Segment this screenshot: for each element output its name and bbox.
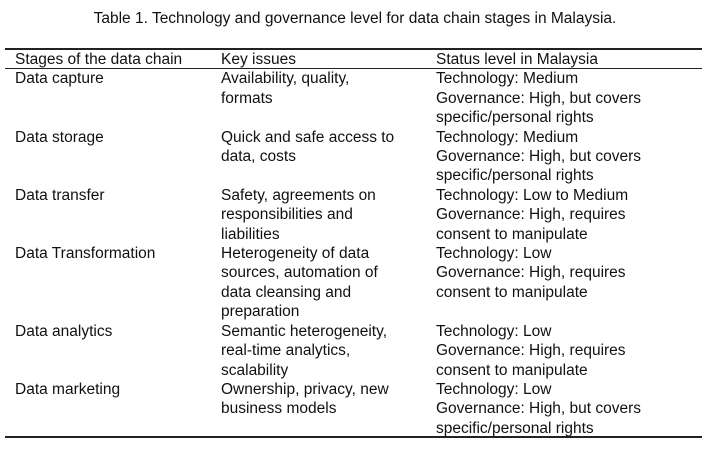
status-line: consent to manipulate xyxy=(436,225,588,243)
key-issues-line: responsibilities and xyxy=(221,206,353,224)
key-issues-line: Semantic heterogeneity, xyxy=(221,322,388,340)
cell-status-level xyxy=(426,128,702,186)
key-issues-line: data cleansing and xyxy=(221,283,352,301)
cell-stage xyxy=(5,244,211,322)
table-row xyxy=(5,322,702,380)
stage-text: Data storage xyxy=(15,128,104,146)
table-row xyxy=(5,244,702,322)
key-issues-line: real-time analytics, xyxy=(221,342,351,360)
status-line: consent to manipulate xyxy=(436,283,588,301)
cell-status-level xyxy=(426,244,702,322)
status-line: consent to manipulate xyxy=(436,361,588,379)
key-issues-line: data, costs xyxy=(221,148,296,166)
status-line: Governance: High, but covers xyxy=(436,89,642,107)
cell-stage xyxy=(5,380,211,438)
header-stages: Stages of the data chain xyxy=(15,51,183,68)
status-line: Governance: High, requires xyxy=(436,206,626,224)
key-issues-line: Availability, quality, xyxy=(221,70,350,88)
cell-stage xyxy=(5,69,211,127)
status-line: Technology: Medium xyxy=(436,128,579,146)
status-line: specific/personal rights xyxy=(436,167,594,185)
key-issues-line: Ownership, privacy, new xyxy=(221,380,389,398)
key-issues-line: Quick and safe access to xyxy=(221,128,395,146)
key-issues-line: Heterogeneity of data xyxy=(221,245,370,263)
cell-status-level xyxy=(426,322,702,380)
status-line: Governance: High, but covers xyxy=(436,400,642,418)
key-issues-line: formats xyxy=(221,89,273,107)
status-line: Governance: High, requires xyxy=(436,264,626,282)
header-key-issues: Key issues xyxy=(221,51,296,68)
cell-key-issues xyxy=(211,322,426,380)
status-line: Technology: Low xyxy=(436,245,552,263)
stage-text: Data Transformation xyxy=(15,245,156,263)
key-issues-line: preparation xyxy=(221,303,300,321)
cell-status-level xyxy=(426,186,702,244)
table-row xyxy=(5,69,702,127)
status-line: Technology: Medium xyxy=(436,70,579,88)
table-header-row xyxy=(5,50,702,69)
cell-status-level xyxy=(426,380,702,438)
table-row xyxy=(5,380,702,438)
status-line: specific/personal rights xyxy=(436,109,594,127)
cell-key-issues xyxy=(211,69,426,127)
key-issues-line: scalability xyxy=(221,361,289,379)
data-chain-table xyxy=(5,50,702,438)
cell-status-level xyxy=(426,69,702,127)
cell-stage xyxy=(5,322,211,380)
key-issues-line: liabilities xyxy=(221,225,280,243)
status-line: Governance: High, requires xyxy=(436,342,626,360)
status-line: Technology: Low xyxy=(436,380,552,398)
status-line: specific/personal rights xyxy=(436,419,594,437)
stage-text: Data transfer xyxy=(15,186,105,204)
cell-key-issues xyxy=(211,244,426,322)
table-body xyxy=(5,69,702,438)
cell-stage xyxy=(5,128,211,186)
stage-text: Data capture xyxy=(15,70,104,88)
status-line: Governance: High, but covers xyxy=(436,148,642,166)
status-line: Technology: Low xyxy=(436,322,552,340)
table-row xyxy=(5,186,702,244)
stage-text: Data marketing xyxy=(15,380,121,398)
table-row xyxy=(5,128,702,186)
cell-key-issues xyxy=(211,380,426,438)
cell-key-issues xyxy=(211,128,426,186)
stage-text: Data analytics xyxy=(15,322,113,340)
key-issues-line: sources, automation of xyxy=(221,264,378,282)
key-issues-line: Safety, agreements on xyxy=(221,186,376,204)
header-status-level: Status level in Malaysia xyxy=(436,51,598,68)
status-line: Technology: Low to Medium xyxy=(436,186,629,204)
cell-stage xyxy=(5,186,211,244)
key-issues-line: business models xyxy=(221,400,337,418)
table-caption: Table 1. Technology and governance level for data chain stages in Malaysia. xyxy=(93,10,617,27)
cell-key-issues xyxy=(211,186,426,244)
